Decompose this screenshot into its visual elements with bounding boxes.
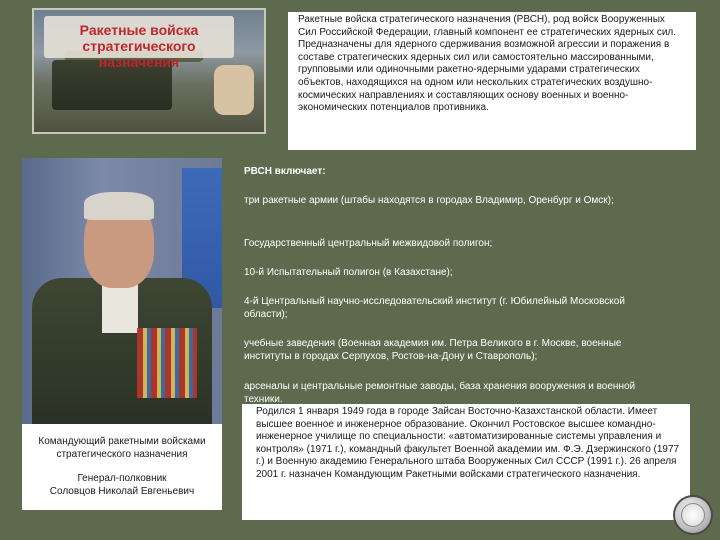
hand-on-key <box>214 65 254 115</box>
commander-portrait <box>22 158 222 424</box>
banner-title-box <box>44 16 234 70</box>
caption-role-line1: Командующий ракетными войсками <box>38 436 206 447</box>
portrait-caption <box>22 424 222 510</box>
intro-paragraph: Ракетные войска стратегического назначения (РВСН), род войск Вооруженных Сил Российской Федерации, главный компонент ее стратегических ядерных сил. Предназначены для ядерного сдерживания возможной агрессии и поражения в составе стратегических ядерных сил или самостоятельно массированными, групповыми или одиночными ракетно-ядерными ударами стратегических объектов, находящихся на одном или нескольких стратегических воздушно-космических направлениях и составляющих основу военных и военно-экономических потенциалов противника. <box>288 12 696 150</box>
shirt <box>102 283 138 333</box>
list-item: три ракетные армии (штабы находятся в городах Владимир, Оренбург и Омск); <box>244 195 614 206</box>
caption-name: Соловцов Николай Евгеньевич <box>49 485 195 497</box>
banner-title-line2: стратегического назначения <box>82 38 196 70</box>
list-item: 4-й Центральный научно-исследовательский институт (г. Юбилейный Московской области); <box>244 296 625 320</box>
commander-biography: Родился 1 января 1949 года в городе Зайсан Восточно-Казахстанской области. Имеет высшее военное и инженерное образование. Окончил Ростовское высшее командно-инженерное училище по специальности: «автоматизированные системы управления и контроля» (1971 г.), командный факультет Военной академии им. Ф.Э. Дзержинского (1977 г.) и Военную академию Генерального штаба Вооруженных Сил СССР (1991 г.). 26 апреля 2001 г. назначен Командующим Ракетными войсками стратегического назначения. <box>242 404 690 520</box>
list-item: арсеналы и центральные ремонтные заводы, база хранения вооружения и военной техники. <box>244 381 636 405</box>
medals <box>137 328 197 398</box>
caption-role-line2: стратегического назначения <box>56 448 188 460</box>
caption-rank: Генерал-полковник <box>77 473 167 484</box>
button-ring-icon <box>681 503 705 527</box>
banner-image <box>32 8 266 134</box>
next-slide-button[interactable] <box>675 497 711 533</box>
list-item: 10-й Испытательный полигон (в Казахстане); <box>244 267 453 278</box>
list-item: учебные заведения (Военная академия им. Петра Великого в г. Москве, военные институты в городах Серпухов, Ростов-на-Дону и Ставрополь); <box>244 338 622 362</box>
list-heading: РВСН включает: <box>244 166 326 177</box>
list-item: Государственный центральный межвидовой полигон; <box>244 238 493 249</box>
banner-title-line1: Ракетные войска <box>79 22 199 38</box>
hair <box>84 192 154 220</box>
